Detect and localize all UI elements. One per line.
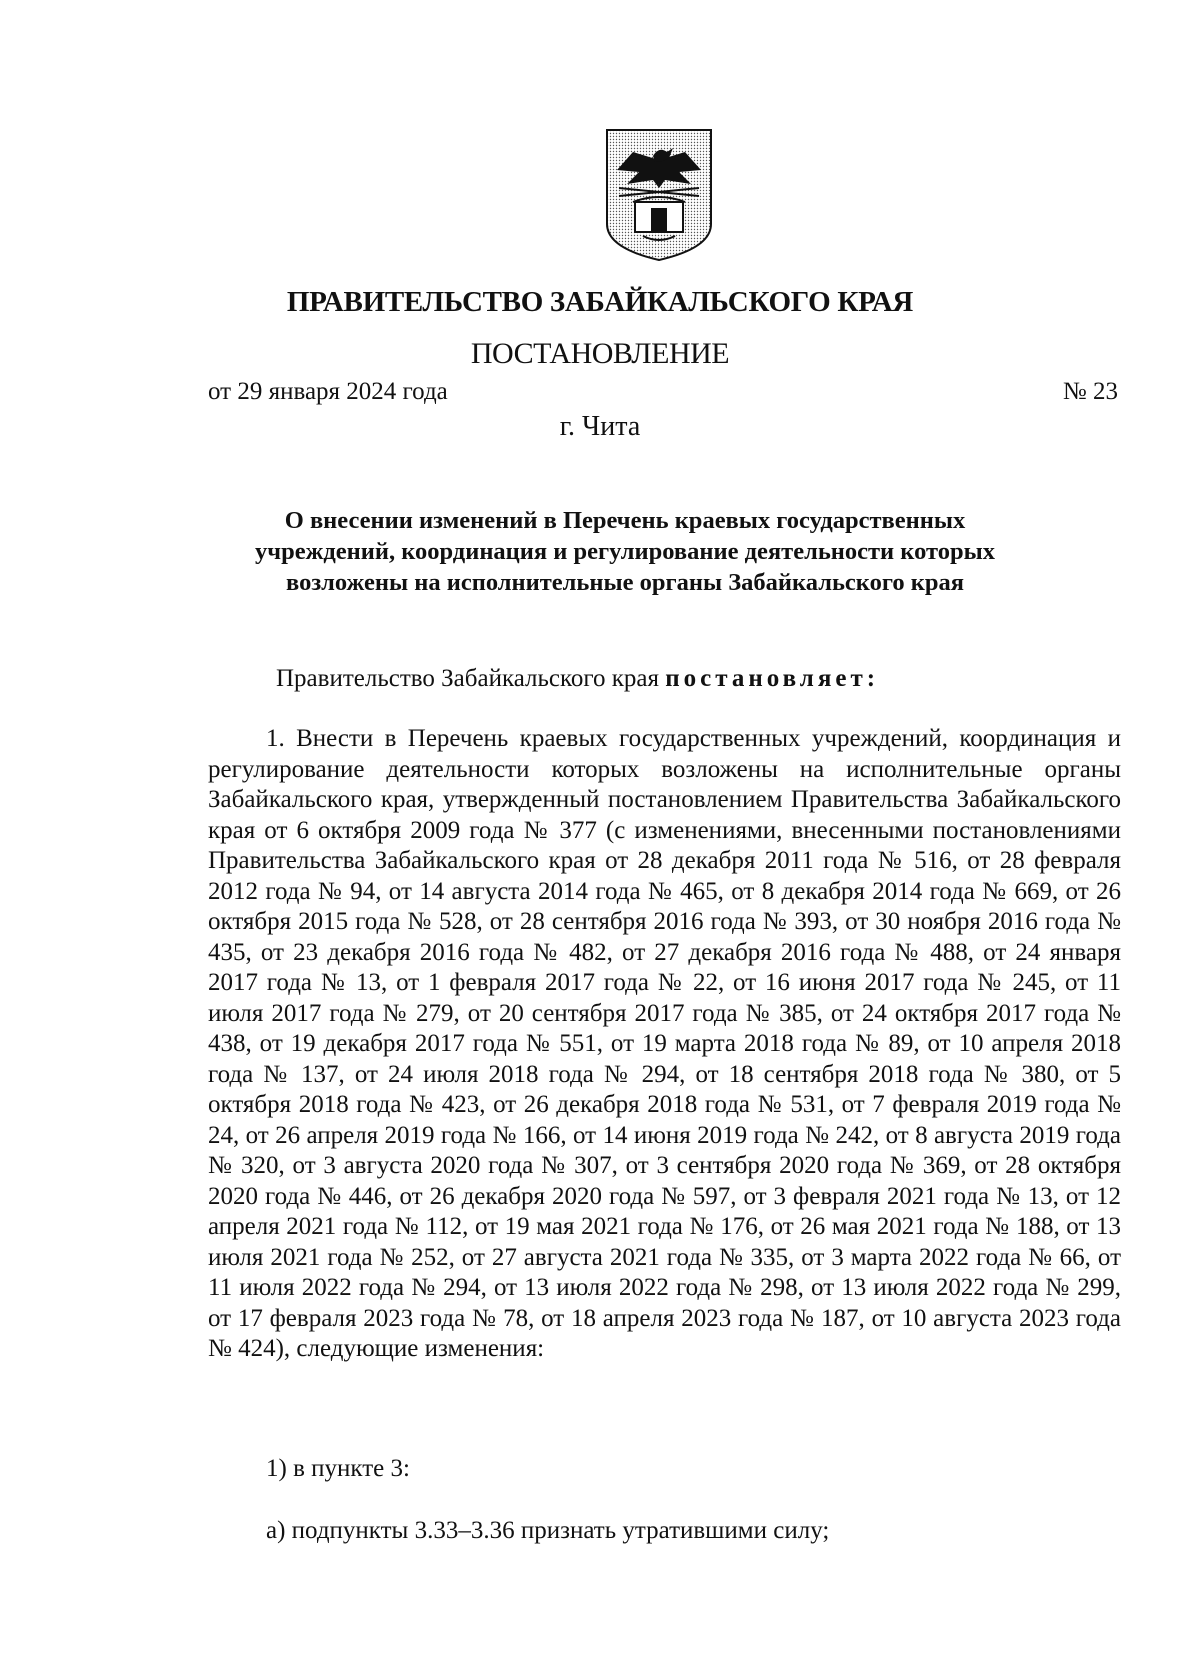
document-city: г. Чита: [559, 411, 641, 442]
document-number: № 23: [1062, 378, 1118, 405]
subject-line: возложены на исполнительные органы Забайкальского края: [286, 569, 964, 596]
list-item: а) подпункты 3.33–3.36 признать утратившими силу;: [266, 1517, 830, 1544]
preamble-emphasis: постановляет:: [665, 665, 880, 692]
organization-title: ПРАВИТЕЛЬСТВО ЗАБАЙКАЛЬСКОГО КРАЯ: [286, 286, 914, 318]
document-type: ПОСТАНОВЛЕНИЕ: [470, 337, 730, 370]
preamble-text: Правительство Забайкальского края: [276, 665, 666, 692]
coat-of-arms-icon: [603, 126, 715, 264]
body-paragraph: 1. Внести в Перечень краевых государственных учреждений, координация и регулирование деятельности которых возложены на исполнительные органы Забайкальского края, утвержденный постановлением Правительства Забайкальского края от 6 октября 2009 года № 377 (с изменениями, внесенными постановлениями Правительства Забайкальского края от 28 декабря 2011 года № 516, от 28 февраля 2012 года № 94, от 14 августа 2014 года № 465, от 8 декабря 2014 года № 669, от 26 октября 2015 года № 528, от 28 сентября 2016 года № 393, от 30 ноября 2016 года № 435, от 23 декабря 2016 года № 482, от 27 декабря 2016 года № 488, от 24 января 2017 года № 13, от 1 февраля 2017 года № 22, от 16 июня 2017 года № 245, от 11 июля 2017 года № 279, от 20 сентября 2017 года № 385, от 24 октября 2017 года № 438, от 19 декабря 2017 года № 551, от 19 марта 2018 года № 89, от 10 апреля 2018 года № 137, от 24 июля 2018 года № 294, от 18 сентября 2018 года № 380, от 5 октября 2018 года № 423, от 26 декабря 2018 года № 531, от 7 февраля 2019 года № 24, от 26 апреля 2019 года № 166, от 14 июня 2019 года № 242, от 8 августа 2019 года № 320, от 3 августа 2020 года № 307, от 3 сентября 2020 года № 369, от 28 октября 2020 года № 446, от 26 декабря 2020 года № 597, от 3 февраля 2021 года № 13, от 12 апреля 2021 года № 112, от 19 мая 2021 года № 176, от 26 мая 2021 года № 188, от 13 июля 2021 года № 252, от 27 августа 2021 года № 335, от 3 марта 2022 года № 66, от 11 июля 2022 года № 294, от 13 июля 2022 года № 298, от 13 июля 2022 года № 299, от 17 февраля 2023 года № 78, от 18 апреля 2023 года № 187, от 10 августа 2023 года № 424), следующие изменения:: [208, 725, 1121, 1362]
preamble: [276, 665, 879, 693]
list-item: 1) в пункте 3:: [266, 1455, 410, 1482]
document-date: от 29 января 2024 года: [208, 378, 448, 405]
subject-line: О внесении изменений в Перечень краевых государственных: [284, 507, 966, 534]
subject-line: учреждений, координация и регулирование деятельности которых: [255, 538, 995, 565]
document-subject: [200, 505, 1050, 598]
